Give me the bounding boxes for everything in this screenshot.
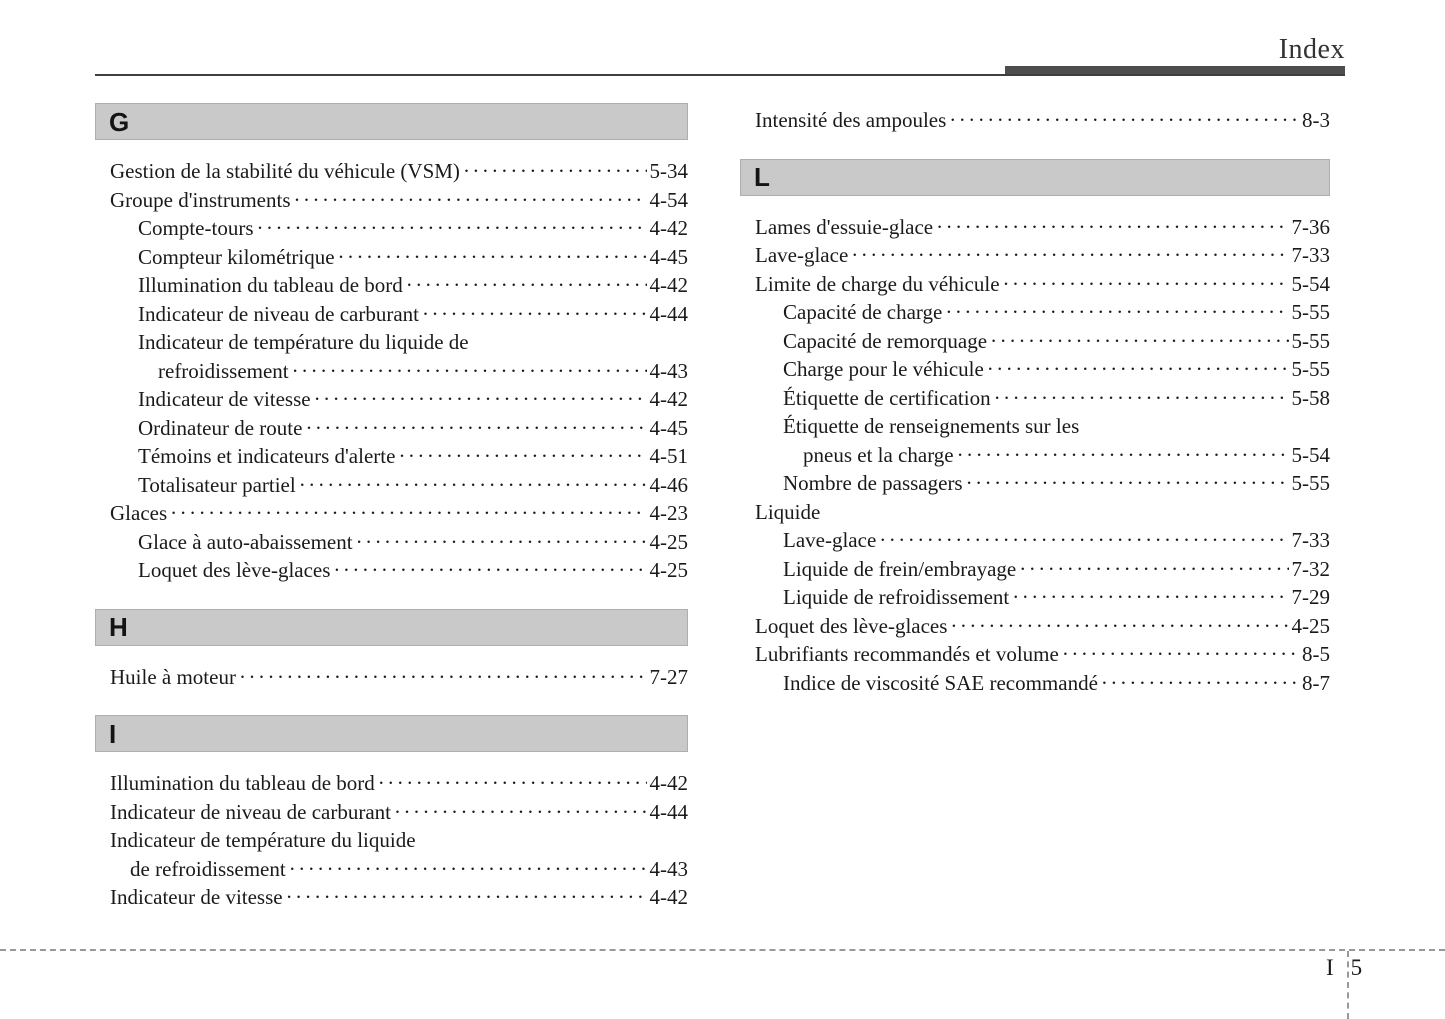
entry-page-number: 4-44 — [649, 301, 688, 326]
entry-label: Ordinateur de route — [138, 415, 303, 440]
entry-page-number: 4-43 — [649, 856, 688, 881]
entry-page-number: 4-25 — [1291, 613, 1330, 638]
dot-leader — [1101, 669, 1299, 698]
entry-label: Capacité de remorquage — [783, 328, 988, 353]
index-entry-row — [95, 556, 688, 585]
dot-leader — [333, 556, 646, 585]
dot-leader — [299, 471, 647, 500]
index-entry-row — [95, 442, 688, 471]
entry-page-number: 4-42 — [649, 885, 688, 909]
index-entry-row — [740, 669, 1330, 698]
index-entry-row — [740, 384, 1330, 413]
dot-leader — [406, 271, 647, 300]
entry-page-number: 4-23 — [649, 501, 688, 525]
index-entry-row — [95, 798, 688, 827]
entry-label: Groupe d'instruments — [110, 187, 291, 212]
index-entry-row — [740, 640, 1330, 669]
index-entry-row — [740, 498, 1330, 527]
dot-leader — [294, 186, 647, 215]
entry-page-number: 4-54 — [649, 187, 688, 212]
entry-page-number: 7-27 — [649, 664, 688, 689]
entry-label: Indicateur de niveau de carburant — [138, 301, 420, 326]
section-header-I — [95, 715, 688, 752]
dot-leader — [879, 526, 1288, 555]
entry-label: Totalisateur partiel — [138, 472, 296, 497]
dot-leader — [1003, 270, 1289, 299]
index-column-left — [95, 100, 688, 912]
entry-page-number: 4-45 — [649, 415, 688, 440]
dot-leader — [851, 241, 1288, 270]
entry-page-number: 8-3 — [1302, 108, 1330, 132]
dot-leader — [994, 384, 1289, 413]
entry-label: refroidissement — [158, 358, 289, 383]
section-letter: H — [109, 612, 128, 642]
entry-label: Liquide — [755, 499, 821, 524]
entry-page-number: 4-42 — [649, 216, 688, 240]
dot-leader — [394, 798, 646, 827]
entry-label: Charge pour le véhicule — [783, 357, 984, 381]
index-entry-row — [95, 826, 688, 855]
entry-page-number: 4-42 — [649, 771, 688, 795]
entry-label: Compte-tours — [138, 216, 254, 240]
index-entry-row — [95, 300, 688, 329]
entry-label: Étiquette de renseignements sur les — [783, 414, 1080, 438]
entry-label: Loquet des lève-glaces — [138, 558, 331, 582]
entry-label: Lave-glace — [783, 528, 877, 552]
index-entry-row — [95, 769, 688, 798]
entry-label: Liquide de frein/embrayage — [783, 556, 1017, 581]
index-entry-row — [740, 441, 1330, 470]
page-number — [1326, 955, 1362, 981]
entry-label: Illumination du tableau de bord — [110, 771, 375, 795]
entry-label: Compteur kilométrique — [138, 244, 335, 269]
index-entry-row — [95, 214, 688, 243]
footer-dashed-rule — [0, 949, 1445, 951]
entry-label: Indicateur de température du liquide — [110, 828, 416, 852]
index-entry-row — [740, 213, 1330, 242]
dot-leader — [966, 469, 1289, 498]
index-entry-row — [740, 106, 1330, 135]
entry-label: Loquet des lève-glaces — [755, 613, 948, 638]
dot-leader — [1019, 555, 1288, 584]
section-letter: I — [109, 718, 117, 749]
index-entry-row — [95, 243, 688, 272]
index-entry-row — [95, 499, 688, 528]
index-entry-row — [740, 241, 1330, 270]
page-number-prefix: I — [1326, 955, 1334, 980]
entry-label: Glace à auto-abaissement — [138, 529, 353, 554]
dot-leader — [463, 157, 647, 186]
section-letter: G — [109, 106, 130, 137]
entry-label: Lubrifiants recommandés et volume — [755, 642, 1059, 666]
entry-label: pneus et la charge — [803, 442, 954, 467]
dot-leader — [422, 300, 646, 329]
entry-page-number: 8-5 — [1302, 642, 1330, 666]
index-entry-row — [95, 357, 688, 386]
entry-label: Indice de viscosité SAE recommandé — [783, 670, 1098, 695]
index-entry-row — [740, 469, 1330, 498]
entry-label: Lave-glace — [755, 243, 849, 267]
entry-label: Indicateur de vitesse — [110, 885, 283, 909]
section-letter: L — [754, 162, 770, 192]
dot-leader — [398, 442, 646, 471]
index-entry-row — [95, 883, 688, 912]
entry-label: Liquide de refroidissement — [783, 585, 1010, 609]
entry-page-number: 7-32 — [1291, 556, 1330, 581]
entry-page-number: 4-44 — [649, 799, 688, 824]
dot-leader — [949, 106, 1299, 135]
entry-label: Illumination du tableau de bord — [138, 273, 403, 297]
index-entry-row — [740, 555, 1330, 584]
dot-leader — [378, 769, 647, 798]
index-entry-row — [95, 471, 688, 500]
entry-label: Glaces — [110, 501, 168, 525]
index-entry-row — [740, 327, 1330, 356]
entry-page-number: 4-51 — [649, 444, 688, 468]
entry-page-number: 5-55 — [1291, 300, 1330, 324]
index-entry-row — [740, 270, 1330, 299]
entry-label: Indicateur de niveau de carburant — [110, 799, 392, 824]
dot-leader — [936, 213, 1288, 242]
entry-page-number: 5-55 — [1291, 328, 1330, 353]
entry-page-number: 8-7 — [1302, 670, 1330, 695]
index-entry-row — [740, 298, 1330, 327]
entry-page-number: 5-55 — [1291, 471, 1330, 495]
dot-leader — [990, 327, 1288, 356]
entry-label: Capacité de charge — [783, 300, 943, 324]
index-entry-row — [95, 855, 688, 884]
index-entry-row — [95, 157, 688, 186]
entry-label: Indicateur de vitesse — [138, 387, 311, 411]
entry-page-number: 4-45 — [649, 244, 688, 269]
index-entry-row — [740, 583, 1330, 612]
entry-label: Étiquette de certification — [783, 385, 991, 410]
dot-leader — [286, 883, 647, 912]
dot-leader — [239, 663, 647, 692]
entry-page-number: 4-25 — [649, 529, 688, 554]
entry-label: Intensité des ampoules — [755, 108, 947, 132]
dot-leader — [1012, 583, 1288, 612]
dot-leader — [356, 528, 647, 557]
index-entry-row — [95, 328, 688, 357]
entry-page-number: 7-36 — [1291, 214, 1330, 239]
dot-leader — [305, 414, 646, 443]
entry-page-number: 5-55 — [1291, 357, 1330, 381]
entry-label: Limite de charge du véhicule — [755, 271, 1000, 296]
entry-page-number: 7-33 — [1291, 243, 1330, 267]
section-header-G — [95, 103, 688, 140]
entry-page-number: 7-33 — [1291, 528, 1330, 552]
entry-page-number: 7-29 — [1291, 585, 1330, 609]
index-entry-row — [740, 355, 1330, 384]
page-number-value: 5 — [1350, 955, 1363, 980]
entry-label: Lames d'essuie-glace — [755, 214, 934, 239]
dot-leader — [257, 214, 647, 243]
entry-label: Témoins et indicateurs d'alerte — [138, 444, 396, 468]
entry-page-number: 5-54 — [1291, 442, 1330, 467]
entry-label: de refroidissement — [130, 856, 286, 881]
index-entry-row — [740, 412, 1330, 441]
entry-page-number: 4-42 — [649, 387, 688, 411]
entry-label: Indicateur de température du liquide de — [138, 330, 469, 354]
index-column-right — [740, 100, 1330, 912]
entry-page-number: 5-54 — [1291, 271, 1330, 296]
index-entry-row — [95, 271, 688, 300]
entry-label: Gestion de la stabilité du véhicule (VSM) — [110, 159, 460, 183]
dot-leader — [957, 441, 1289, 470]
entry-page-number: 4-46 — [649, 472, 688, 497]
dot-leader — [170, 499, 646, 528]
index-entry-row — [95, 385, 688, 414]
dot-leader — [292, 357, 647, 386]
dot-leader — [987, 355, 1289, 384]
index-entry-row — [95, 663, 688, 692]
entry-page-number: 4-25 — [649, 558, 688, 582]
dot-leader — [945, 298, 1288, 327]
entry-page-number: 5-58 — [1291, 385, 1330, 410]
section-header-H — [95, 609, 688, 646]
index-entry-row — [95, 414, 688, 443]
entry-page-number: 5-34 — [649, 159, 688, 183]
index-columns — [95, 100, 1330, 912]
section-header-L — [740, 159, 1330, 196]
dot-leader — [289, 855, 647, 884]
dot-leader — [1062, 640, 1299, 669]
entry-page-number: 4-42 — [649, 273, 688, 297]
header-rule — [95, 74, 1345, 76]
index-entry-row — [95, 186, 688, 215]
dot-leader — [338, 243, 647, 272]
index-entry-row — [740, 612, 1330, 641]
index-entry-row — [95, 528, 688, 557]
dot-leader — [950, 612, 1288, 641]
dot-leader — [314, 385, 647, 414]
index-entry-row — [740, 526, 1330, 555]
entry-label: Huile à moteur — [110, 664, 236, 689]
page-title: Index — [1278, 34, 1345, 65]
entry-page-number: 4-43 — [649, 358, 688, 383]
entry-label: Nombre de passagers — [783, 471, 963, 495]
